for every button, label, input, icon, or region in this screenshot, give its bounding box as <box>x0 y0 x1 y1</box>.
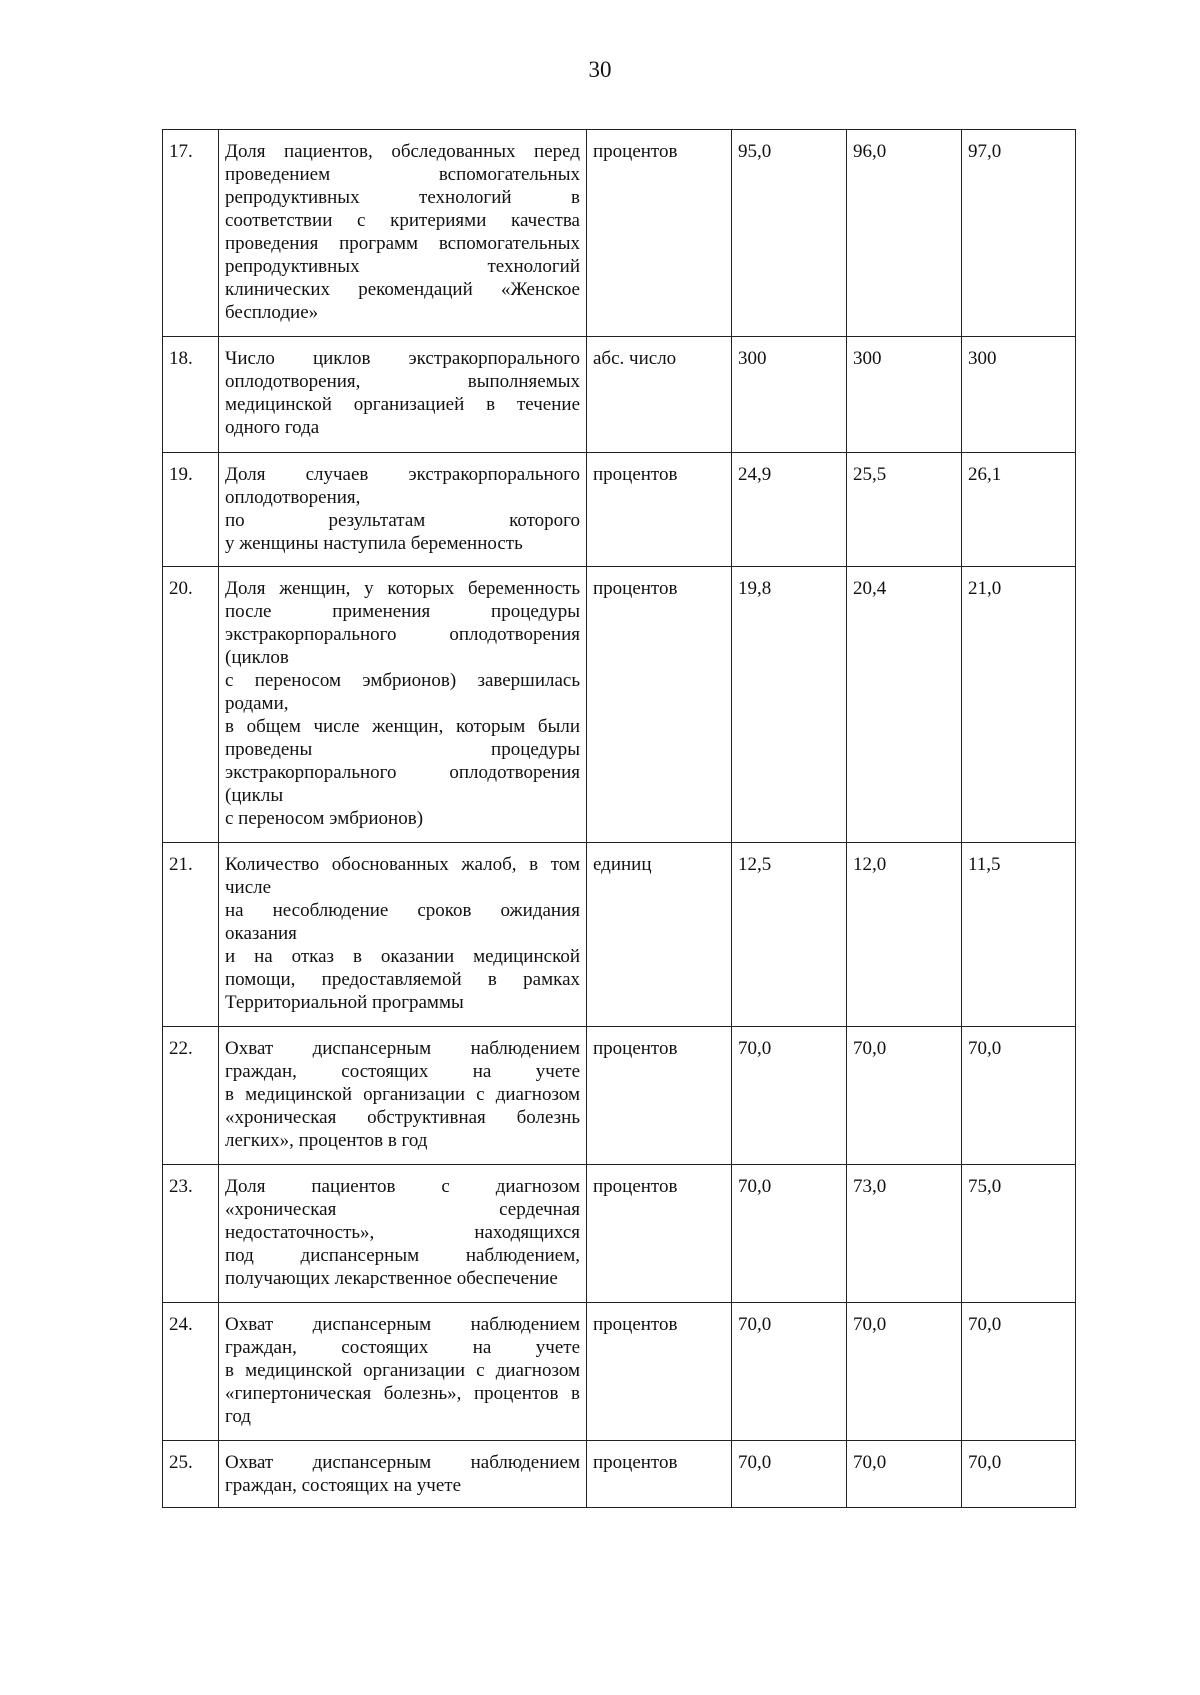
indicator-name-line: бесплодие» <box>225 302 319 323</box>
indicators-table <box>162 129 1076 1508</box>
value-cell-3: 97,0 <box>962 130 1076 337</box>
indicator-name-line: Доля случаев экстракорпорального <box>225 464 580 485</box>
unit-cell: процентов <box>587 1441 732 1508</box>
value-cell-2: 25,5 <box>847 453 962 567</box>
value-cell-1: 24,9 <box>732 453 847 567</box>
indicator-name-line: репродуктивных технологий в <box>225 187 580 208</box>
indicator-name <box>219 453 587 567</box>
indicator-name <box>219 130 587 337</box>
row-number: 17. <box>163 130 219 337</box>
indicators-table-body <box>163 130 1076 1508</box>
value-cell-2: 70,0 <box>847 1441 962 1508</box>
value-cell-3: 26,1 <box>962 453 1076 567</box>
page-number: 30 <box>588 57 612 82</box>
table-row <box>163 843 1076 1027</box>
indicator-name-line: на несоблюдение сроков ожидания <box>225 900 580 921</box>
table-row <box>163 1027 1076 1165</box>
indicator-name-line: проведения программ вспомогательных <box>225 233 580 254</box>
unit-cell: процентов <box>587 567 732 843</box>
value-cell-3: 70,0 <box>962 1441 1076 1508</box>
unit-cell: процентов <box>587 1165 732 1303</box>
value-cell-2: 300 <box>847 337 962 453</box>
indicator-name-line: граждан, состоящих на учете <box>225 1337 580 1358</box>
indicator-name-line: Доля женщин, у которых беременность <box>225 578 580 599</box>
table-row <box>163 567 1076 843</box>
indicator-name-line: Территориальной программы <box>225 992 464 1013</box>
row-number: 25. <box>163 1441 219 1508</box>
value-cell-3: 70,0 <box>962 1027 1076 1165</box>
indicator-name-line: после применения процедуры <box>225 601 580 622</box>
indicator-name <box>219 567 587 843</box>
indicator-name-line: (циклы <box>225 785 284 806</box>
indicator-name-line: «хроническая сердечная <box>225 1199 580 1220</box>
indicator-name <box>219 337 587 453</box>
indicator-name-line: оплодотворения, <box>225 487 361 508</box>
indicator-name-line: оказания <box>225 923 297 944</box>
row-number: 21. <box>163 843 219 1027</box>
indicator-name <box>219 1441 587 1508</box>
value-cell-2: 73,0 <box>847 1165 962 1303</box>
unit-cell: процентов <box>587 1303 732 1441</box>
value-cell-1: 300 <box>732 337 847 453</box>
indicator-name-line: в медицинской организации с диагнозом <box>225 1360 580 1381</box>
indicator-name-line: клинических рекомендаций «Женское <box>225 279 580 300</box>
indicator-name-line: и на отказ в оказании медицинской <box>225 946 580 967</box>
value-cell-3: 11,5 <box>962 843 1076 1027</box>
indicator-name-line: «хроническая обструктивная болезнь <box>225 1107 580 1128</box>
table-row <box>163 1165 1076 1303</box>
row-number: 19. <box>163 453 219 567</box>
indicator-name-line: «гипертоническая болезнь», процентов в <box>225 1383 580 1404</box>
row-number: 20. <box>163 567 219 843</box>
indicator-name-line: под диспансерным наблюдением, <box>225 1245 580 1266</box>
unit-cell: процентов <box>587 1027 732 1165</box>
indicator-name-line: в медицинской организации с диагнозом <box>225 1084 580 1105</box>
indicator-name-line: (циклов <box>225 647 289 668</box>
value-cell-2: 70,0 <box>847 1303 962 1441</box>
indicator-name-line: с переносом эмбрионов) завершилась <box>225 670 580 691</box>
value-cell-1: 70,0 <box>732 1027 847 1165</box>
value-cell-1: 70,0 <box>732 1165 847 1303</box>
unit-cell: процентов <box>587 453 732 567</box>
table-row <box>163 337 1076 453</box>
indicator-name-line: в общем числе женщин, которым были <box>225 716 580 737</box>
table-row <box>163 453 1076 567</box>
indicator-name-line: одного года <box>225 417 320 438</box>
indicator-name-line: репродуктивных технологий <box>225 256 580 277</box>
value-cell-3: 75,0 <box>962 1165 1076 1303</box>
indicator-name-line: по результатам которого <box>225 510 580 531</box>
indicator-name <box>219 1027 587 1165</box>
indicator-name-line: легких», процентов в год <box>225 1130 428 1151</box>
value-cell-2: 70,0 <box>847 1027 962 1165</box>
indicator-name-line: недостаточность», находящихся <box>225 1222 580 1243</box>
unit-cell: абс. число <box>587 337 732 453</box>
indicator-name-line: оплодотворения, выполняемых <box>225 371 580 392</box>
indicator-name-line: проведением вспомогательных <box>225 164 580 185</box>
unit-cell: единиц <box>587 843 732 1027</box>
value-cell-2: 20,4 <box>847 567 962 843</box>
row-number: 24. <box>163 1303 219 1441</box>
indicator-name-line: у женщины наступила беременность <box>225 533 523 554</box>
indicator-name-line: с переносом эмбрионов) <box>225 808 424 829</box>
row-number: 18. <box>163 337 219 453</box>
row-number: 23. <box>163 1165 219 1303</box>
indicator-name-line: экстракорпорального оплодотворения <box>225 624 580 645</box>
indicator-name-line: помощи, предоставляемой в рамках <box>225 969 580 990</box>
indicator-name-line: проведены процедуры <box>225 739 580 760</box>
indicator-name-line: Доля пациентов, обследованных перед <box>225 141 580 162</box>
table-row <box>163 1441 1076 1508</box>
indicator-name-line: Число циклов экстракорпорального <box>225 348 580 369</box>
indicator-name-line: Охват диспансерным наблюдением <box>225 1452 580 1473</box>
indicator-name-line: год <box>225 1406 251 1427</box>
value-cell-3: 70,0 <box>962 1303 1076 1441</box>
value-cell-2: 12,0 <box>847 843 962 1027</box>
value-cell-3: 300 <box>962 337 1076 453</box>
indicator-name-line: Охват диспансерным наблюдением <box>225 1314 580 1335</box>
indicator-name <box>219 1165 587 1303</box>
indicator-name-line: Доля пациентов с диагнозом <box>225 1176 580 1197</box>
table-row <box>163 1303 1076 1441</box>
indicator-name-line: получающих лекарственное обеспечение <box>225 1268 558 1289</box>
value-cell-1: 70,0 <box>732 1441 847 1508</box>
value-cell-3: 21,0 <box>962 567 1076 843</box>
value-cell-1: 19,8 <box>732 567 847 843</box>
indicator-name <box>219 843 587 1027</box>
unit-cell: процентов <box>587 130 732 337</box>
value-cell-1: 70,0 <box>732 1303 847 1441</box>
table-row <box>163 130 1076 337</box>
indicator-name-line: Охват диспансерным наблюдением <box>225 1038 580 1059</box>
indicator-name-line: соответствии с критериями качества <box>225 210 580 231</box>
value-cell-1: 95,0 <box>732 130 847 337</box>
value-cell-1: 12,5 <box>732 843 847 1027</box>
indicator-name-line: родами, <box>225 693 289 714</box>
indicator-name <box>219 1303 587 1441</box>
indicator-name-line: экстракорпорального оплодотворения <box>225 762 580 783</box>
indicator-name-line: числе <box>225 877 272 898</box>
indicator-name-line: медицинской организацией в течение <box>225 394 580 415</box>
indicator-name-line: граждан, состоящих на учете <box>225 1061 580 1082</box>
indicator-name-line: граждан, состоящих на учете <box>225 1475 462 1496</box>
row-number: 22. <box>163 1027 219 1165</box>
indicator-name-line: Количество обоснованных жалоб, в том <box>225 854 580 875</box>
value-cell-2: 96,0 <box>847 130 962 337</box>
